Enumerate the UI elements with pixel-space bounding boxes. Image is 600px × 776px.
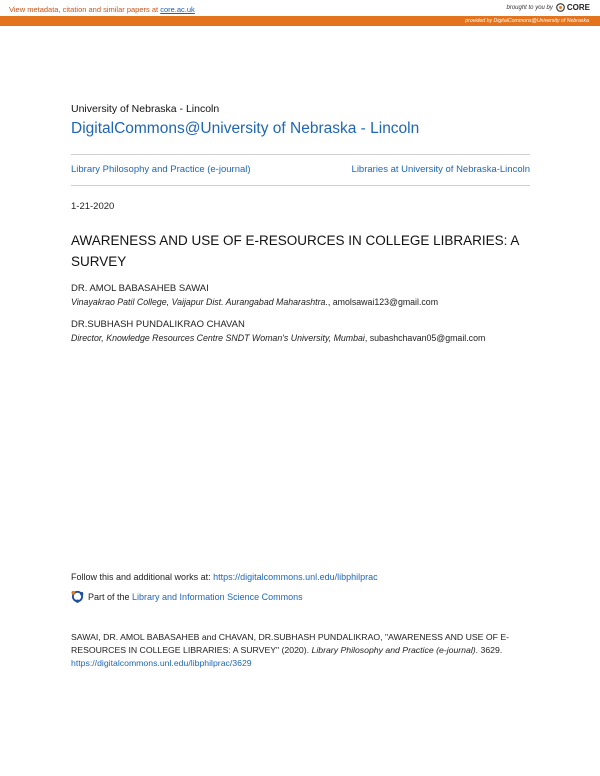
author-affiliation: Director, Knowledge Resources Centre SNDT Woman's University, Mumbai, subashchavan05@gmail.com xyxy=(71,333,486,343)
author-email: subashchavan05@gmail.com xyxy=(369,333,486,343)
affiliation-institution: Director, Knowledge Resources Centre SNDT Woman's University, Mumbai xyxy=(71,333,365,343)
author-name: DR.SUBHASH PUNDALIKRAO CHAVAN xyxy=(71,319,245,330)
recommended-citation xyxy=(71,631,533,671)
follow-works xyxy=(71,572,378,582)
citation-journal: Library Philosophy and Practice (e-journal) xyxy=(311,645,476,656)
follow-url[interactable]: https://digitalcommons.unl.edu/libphilprac xyxy=(213,572,378,582)
brought-by-text: brought to you by xyxy=(506,4,553,11)
follow-text: Follow this and additional works at: xyxy=(71,572,214,582)
part-of-text: Part of the xyxy=(88,591,133,602)
article-title: AWARENESS AND USE OF E-RESOURCES IN COLLEGE LIBRARIES: A SURVEY xyxy=(71,233,519,269)
libraries-link[interactable]: Libraries at University of Nebraska-Lincoln xyxy=(351,164,530,175)
affiliation-institution: Vinayakrao Patil College, Vaijapur Dist. Aurangabad Maharashtra. xyxy=(71,297,328,307)
provided-by-text: provided by DigitalCommons@University of Nebraska xyxy=(465,17,589,24)
core-link[interactable]: core.ac.uk xyxy=(160,5,195,14)
author-name: DR. AMOL BABASAHEB SAWAI xyxy=(71,283,209,294)
citation-number: . 3629. xyxy=(475,645,503,656)
core-banner xyxy=(0,0,600,26)
author-affiliation: Vinayakrao Patil College, Vaijapur Dist. Aurangabad Maharashtra., amolsawai123@gmail.com xyxy=(71,297,439,307)
author-email: amolsawai123@gmail.com xyxy=(332,297,439,307)
core-logo[interactable] xyxy=(556,3,590,12)
publication-date: 1-21-2020 xyxy=(71,201,115,212)
provided-by-stripe xyxy=(0,16,600,26)
citation-text: SAWAI, DR. AMOL BABASAHEB and CHAVAN, DR.SUBHASH PUNDALIKRAO, "AWARENESS AND USE OF E-RESOURCES IN COLLEGE LIBRARIES: A SURVEY" (2020). xyxy=(71,632,510,656)
journal-link[interactable]: Library Philosophy and Practice (e-journal) xyxy=(71,164,251,175)
core-logo-icon xyxy=(556,3,565,12)
core-view-text: View metadata, citation and similar papers at xyxy=(9,5,161,14)
divider-bottom xyxy=(71,185,530,186)
commons-link[interactable]: Library and Information Science Commons xyxy=(132,591,303,602)
citation-url[interactable]: https://digitalcommons.unl.edu/libphilprac/3629 xyxy=(71,658,252,669)
divider-top xyxy=(71,154,530,155)
part-of-commons xyxy=(71,590,303,603)
core-metadata-notice xyxy=(9,5,195,14)
university-name: University of Nebraska - Lincoln xyxy=(71,103,220,115)
repository-title[interactable]: DigitalCommons@University of Nebraska - Lincoln xyxy=(71,120,420,137)
core-logo-text: CORE xyxy=(566,3,590,12)
commons-network-icon xyxy=(71,590,84,603)
core-brand xyxy=(507,3,591,12)
